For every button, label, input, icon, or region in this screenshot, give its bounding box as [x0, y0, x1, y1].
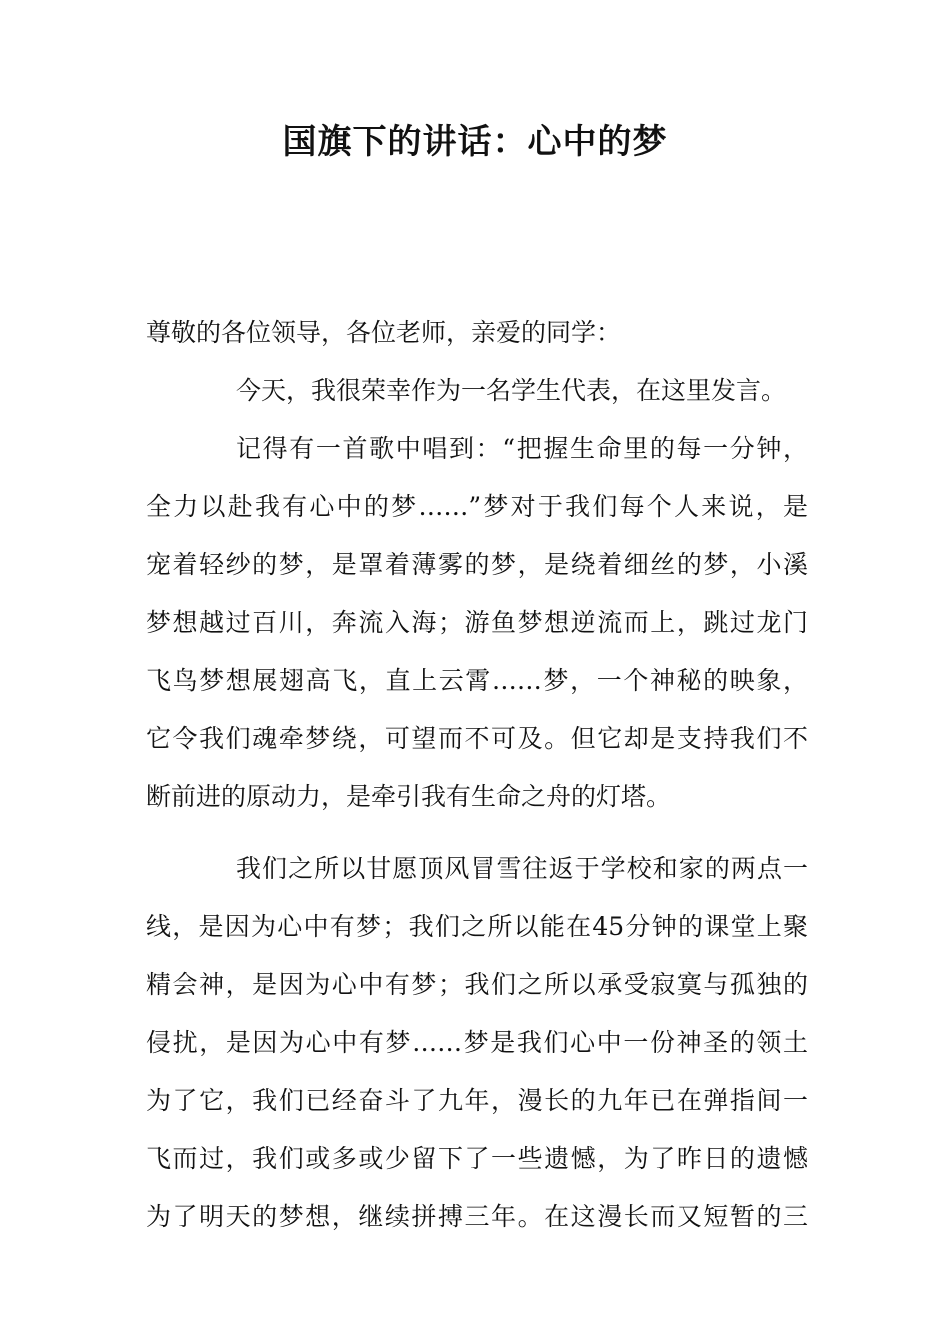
document-body — [146, 304, 808, 1246]
paragraph-line: 记得有一首歌中唱到：“把握生命里的每一分钟， — [236, 434, 808, 463]
paragraph-line: 精会神，是因为心中有梦；我们之所以承受寂寞与孤独的 — [146, 970, 808, 999]
salutation-line: 尊敬的各位领导，各位老师，亲爱的同学： — [146, 318, 622, 347]
paragraph-line: 全力以赴我有心中的梦……”梦对于我们每个人来说，是 — [146, 492, 808, 521]
paragraph-line: 宠着轻纱的梦，是罩着薄雾的梦，是绕着细丝的梦，小溪 — [146, 550, 808, 579]
paragraph-line: 它令我们魂牵梦绕，可望而不可及。但它却是支持我们不 — [146, 724, 808, 753]
document-title: 国旗下的讲话：心中的梦 — [282, 122, 668, 162]
paragraph-line: 飞而过，我们或多或少留下了一些遗憾，为了昨日的遗憾 — [146, 1144, 808, 1173]
paragraph-line: 梦想越过百川，奔流入海；游鱼梦想逆流而上，跳过龙门 — [146, 608, 808, 637]
paragraph-line: 线，是因为心中有梦；我们之所以能在45分钟的课堂上聚 — [146, 912, 808, 941]
paragraph-line: 我们之所以甘愿顶风冒雪往返于学校和家的两点一 — [236, 854, 808, 883]
paragraph-line: 断前进的原动力，是牵引我有生命之舟的灯塔。 — [146, 782, 672, 811]
paragraph-line: 侵扰，是因为心中有梦……梦是我们心中一份神圣的领土 — [146, 1028, 808, 1057]
paragraph-line: 今天，我很荣幸作为一名学生代表，在这里发言。 — [236, 376, 787, 405]
paragraph-line: 为了明天的梦想，继续拼搏三年。在这漫长而又短暂的三 — [146, 1202, 808, 1231]
paragraph-gap — [146, 826, 808, 840]
paragraph-line: 飞鸟梦想展翅高飞，直上云霄……梦，一个神秘的映象， — [146, 666, 808, 695]
paragraph-line: 为了它，我们已经奋斗了九年，漫长的九年已在弹指间一 — [146, 1086, 808, 1115]
